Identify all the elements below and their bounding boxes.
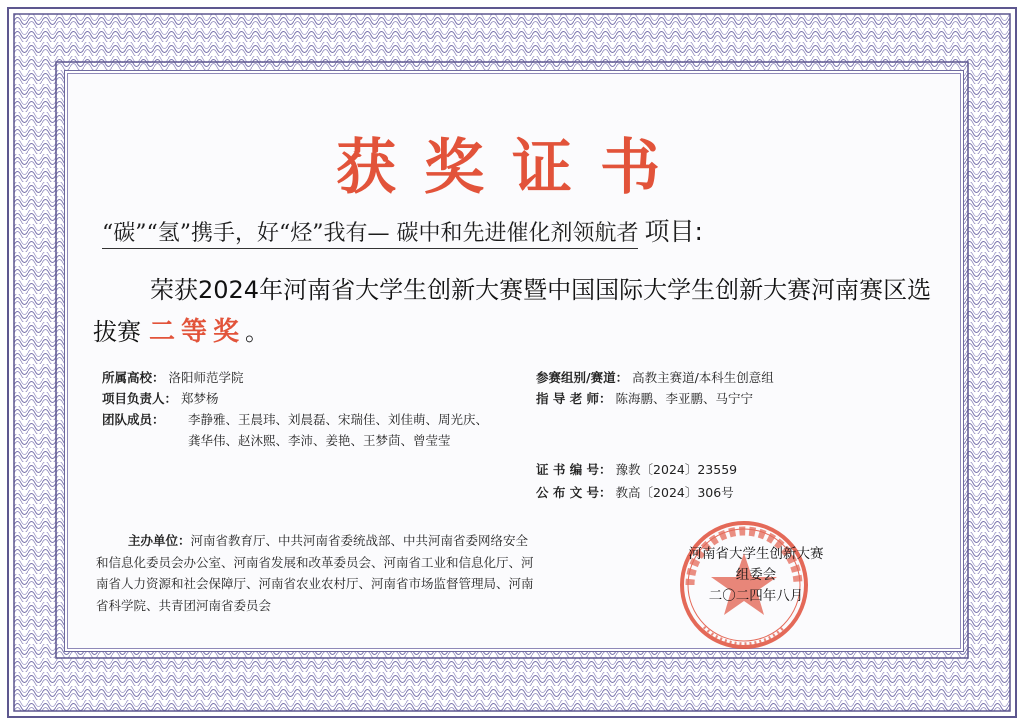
doc-no-value: 教高〔2024〕306号	[615, 485, 734, 500]
cert-no-value: 豫教〔2024〕23559	[615, 462, 738, 477]
project-name: “碳”“氢”携手，好“烃”我有— 碳中和先进催化剂领航者	[102, 221, 638, 249]
leader-value: 郑梦杨	[181, 391, 219, 406]
issue-date: 二〇二四年八月	[708, 588, 804, 604]
advisor-value: 陈海鹏、李亚鹏、马宁宁	[615, 391, 754, 406]
award-text-end: 。	[245, 318, 270, 346]
award-text-line2	[93, 311, 269, 348]
award-text-line1: 荣获2024年河南省大学生创新大赛暨中国国际大学生创新大赛河南赛区选	[150, 276, 932, 304]
doc-no-label: 公 布 文 号：	[536, 485, 612, 500]
award-text-prefix: 拔赛	[93, 318, 141, 346]
school-value: 洛阳师范学院	[168, 370, 244, 385]
track-value: 高教主赛道/本科生创意组	[632, 370, 774, 385]
leader-label: 项目负责人：	[102, 391, 178, 406]
track-label: 参赛组别/赛道：	[536, 370, 629, 385]
award-level: 二等奖	[149, 317, 246, 347]
school-label: 所属高校：	[102, 370, 165, 385]
doc-no-row	[536, 483, 734, 503]
advisor-row	[536, 389, 753, 409]
cert-no-row	[536, 460, 737, 480]
members-row	[102, 410, 165, 430]
advisor-label: 指 导 老 师：	[536, 391, 612, 406]
organizers-value: 河南省教育厅、中共河南省委统战部、中共河南省委网络安全和信息化委员会办公室、河南省发展和改革委员会、河南省工业和信息化厅、河南省人力资源和社会保障厅、河南省农业农村厅、河南省市场监督管理局、河南省科学院、共青团河南省委员会	[96, 533, 534, 613]
issuer-line2: 组委会	[735, 567, 777, 583]
organizers-block	[96, 530, 536, 616]
school-row	[102, 368, 244, 388]
leader-row	[102, 389, 219, 409]
project-line	[102, 212, 703, 248]
members-value: 李静雅、王晨玮、刘晨磊、宋瑞佳、刘佳萌、周光庆、龚华伟、赵沐熙、李沛、姜艳、王梦茴、曾莹莹	[188, 412, 489, 448]
project-suffix: 项目:	[644, 217, 703, 246]
members-label: 团队成员：	[102, 412, 165, 427]
track-row	[536, 368, 774, 388]
cert-no-label: 证 书 编 号：	[536, 462, 612, 477]
issuer-block	[668, 544, 844, 607]
organizers-label: 主办单位：	[128, 533, 191, 548]
issuer-line1: 河南省大学生创新大赛	[688, 546, 824, 562]
certificate-title: 获奖证书	[336, 133, 688, 203]
